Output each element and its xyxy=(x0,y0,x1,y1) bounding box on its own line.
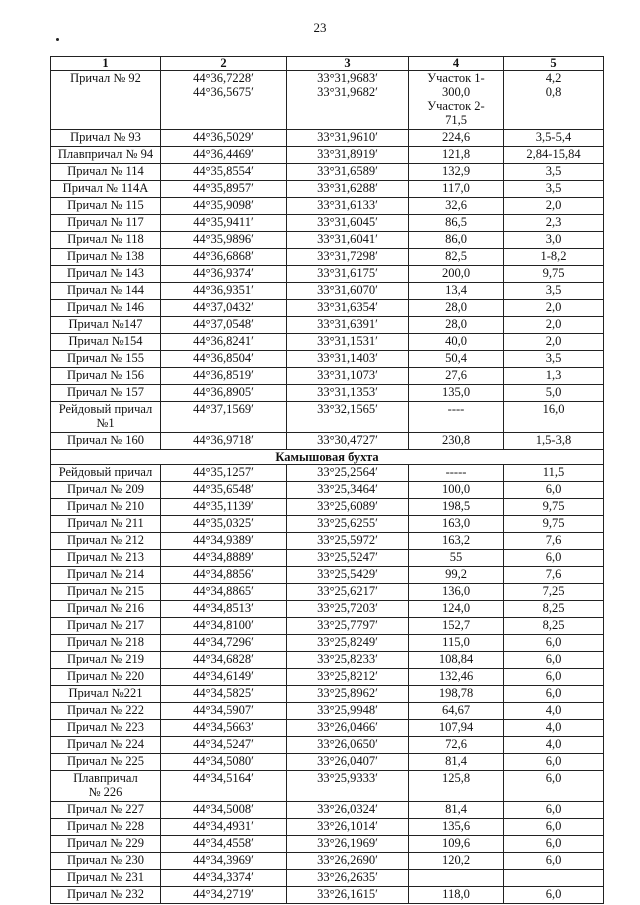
longitude-cell: 33°32,1565′ xyxy=(287,402,409,433)
depth-cell: 4,0 xyxy=(504,737,604,754)
length-cell: 135,6 xyxy=(409,819,504,836)
table-row xyxy=(51,317,604,334)
longitude-cell: 33°31,8919′ xyxy=(287,147,409,164)
length-cell: 55 xyxy=(409,550,504,567)
depth-cell: 7,25 xyxy=(504,584,604,601)
longitude-cell: 33°26,2635′ xyxy=(287,870,409,887)
depth-cell: 4,0 xyxy=(504,703,604,720)
column-header: 3 xyxy=(287,57,409,71)
length-cell: 198,78 xyxy=(409,686,504,703)
berth-name-cell: Причал № 93 xyxy=(51,130,161,147)
length-cell: 163,2 xyxy=(409,533,504,550)
latitude-cell: 44°34,5907′ xyxy=(161,703,287,720)
table-row xyxy=(51,601,604,618)
longitude-cell: 33°31,9610′ xyxy=(287,130,409,147)
length-cell: 86,5 xyxy=(409,215,504,232)
length-cell: 132,9 xyxy=(409,164,504,181)
latitude-cell: 44°34,6149′ xyxy=(161,669,287,686)
column-header: 2 xyxy=(161,57,287,71)
berth-name-cell: Рейдовый причал xyxy=(51,465,161,482)
table-row xyxy=(51,402,604,433)
length-cell: 81,4 xyxy=(409,754,504,771)
berth-name-cell: Причал № 143 xyxy=(51,266,161,283)
longitude-cell: 33°26,0324′ xyxy=(287,802,409,819)
depth-cell: 6,0 xyxy=(504,550,604,567)
length-cell: 121,8 xyxy=(409,147,504,164)
latitude-cell: 44°34,5008′ xyxy=(161,802,287,819)
longitude-cell: 33°25,5247′ xyxy=(287,550,409,567)
column-header: 1 xyxy=(51,57,161,71)
depth-cell: 6,0 xyxy=(504,887,604,904)
length-cell: 198,5 xyxy=(409,499,504,516)
berth-name-cell: Причал № 218 xyxy=(51,635,161,652)
length-cell xyxy=(409,870,504,887)
depth-cell: 6,0 xyxy=(504,635,604,652)
depth-cell: 1-8,2 xyxy=(504,249,604,266)
length-cell: ---- xyxy=(409,402,504,433)
length-cell: 117,0 xyxy=(409,181,504,198)
berth-table xyxy=(50,56,604,904)
length-cell: 82,5 xyxy=(409,249,504,266)
length-cell: 86,0 xyxy=(409,232,504,249)
table-row xyxy=(51,853,604,870)
table-row xyxy=(51,771,604,802)
depth-cell: 2,0 xyxy=(504,317,604,334)
longitude-cell: 33°31,6354′ xyxy=(287,300,409,317)
scan-dot xyxy=(56,38,59,41)
latitude-cell: 44°35,9098′ xyxy=(161,198,287,215)
depth-cell: 7,6 xyxy=(504,567,604,584)
longitude-cell: 33°26,1615′ xyxy=(287,887,409,904)
table-row xyxy=(51,283,604,300)
table-row xyxy=(51,232,604,249)
depth-cell: 6,0 xyxy=(504,836,604,853)
depth-cell: 3,5-5,4 xyxy=(504,130,604,147)
length-cell: 115,0 xyxy=(409,635,504,652)
latitude-cell: 44°35,1257′ xyxy=(161,465,287,482)
length-cell: 132,46 xyxy=(409,669,504,686)
depth-cell: 4,2 0,8 xyxy=(504,71,604,130)
table-row xyxy=(51,584,604,601)
longitude-cell: 33°25,6089′ xyxy=(287,499,409,516)
length-cell: 230,8 xyxy=(409,433,504,450)
depth-cell: 8,25 xyxy=(504,618,604,635)
berth-name-cell: Рейдовый причал №1 xyxy=(51,402,161,433)
latitude-cell: 44°36,8905′ xyxy=(161,385,287,402)
longitude-cell: 33°25,5429′ xyxy=(287,567,409,584)
latitude-cell: 44°36,6868′ xyxy=(161,249,287,266)
table-row xyxy=(51,249,604,266)
berth-name-cell: Плавпричал № 226 xyxy=(51,771,161,802)
table-row xyxy=(51,385,604,402)
length-cell: 200,0 xyxy=(409,266,504,283)
berth-name-cell: Плавпричал № 94 xyxy=(51,147,161,164)
length-cell: 28,0 xyxy=(409,317,504,334)
length-cell: 124,0 xyxy=(409,601,504,618)
table-row xyxy=(51,482,604,499)
longitude-cell: 33°25,8212′ xyxy=(287,669,409,686)
longitude-cell: 33°25,9948′ xyxy=(287,703,409,720)
latitude-cell: 44°35,0325′ xyxy=(161,516,287,533)
latitude-cell: 44°34,8513′ xyxy=(161,601,287,618)
berth-name-cell: Причал № 118 xyxy=(51,232,161,249)
depth-cell: 5,0 xyxy=(504,385,604,402)
length-cell: 50,4 xyxy=(409,351,504,368)
longitude-cell: 33°25,7797′ xyxy=(287,618,409,635)
latitude-cell: 44°37,0432′ xyxy=(161,300,287,317)
table-row xyxy=(51,802,604,819)
latitude-cell: 44°34,8865′ xyxy=(161,584,287,601)
berth-name-cell: Причал №147 xyxy=(51,317,161,334)
table-row xyxy=(51,887,604,904)
longitude-cell: 33°25,8249′ xyxy=(287,635,409,652)
longitude-cell: 33°26,1014′ xyxy=(287,819,409,836)
table-row xyxy=(51,499,604,516)
depth-cell: 2,0 xyxy=(504,198,604,215)
length-cell: 108,84 xyxy=(409,652,504,669)
table-row xyxy=(51,703,604,720)
longitude-cell: 33°31,6133′ xyxy=(287,198,409,215)
length-cell: 152,7 xyxy=(409,618,504,635)
latitude-cell: 44°36,9374′ xyxy=(161,266,287,283)
longitude-cell: 33°25,5972′ xyxy=(287,533,409,550)
latitude-cell: 44°34,5080′ xyxy=(161,754,287,771)
berth-name-cell: Причал № 114А xyxy=(51,181,161,198)
table-row xyxy=(51,164,604,181)
latitude-cell: 44°34,3374′ xyxy=(161,870,287,887)
depth-cell: 4,0 xyxy=(504,720,604,737)
berth-name-cell: Причал № 92 xyxy=(51,71,161,130)
longitude-cell: 33°31,6041′ xyxy=(287,232,409,249)
length-cell: 64,67 xyxy=(409,703,504,720)
table-row xyxy=(51,836,604,853)
table-row xyxy=(51,720,604,737)
table-row xyxy=(51,686,604,703)
length-cell: 81,4 xyxy=(409,802,504,819)
longitude-cell: 33°31,9683′ 33°31,9682′ xyxy=(287,71,409,130)
section-title: Камышовая бухта xyxy=(51,450,604,465)
depth-cell: 8,25 xyxy=(504,601,604,618)
latitude-cell: 44°36,8519′ xyxy=(161,368,287,385)
depth-cell: 1,3 xyxy=(504,368,604,385)
berth-name-cell: Причал № 214 xyxy=(51,567,161,584)
longitude-cell: 33°25,8962′ xyxy=(287,686,409,703)
longitude-cell: 33°31,1403′ xyxy=(287,351,409,368)
table-row xyxy=(51,300,604,317)
table-row xyxy=(51,368,604,385)
table-row xyxy=(51,567,604,584)
length-cell: 40,0 xyxy=(409,334,504,351)
longitude-cell: 33°31,1353′ xyxy=(287,385,409,402)
berth-name-cell: Причал № 232 xyxy=(51,887,161,904)
longitude-cell: 33°31,6288′ xyxy=(287,181,409,198)
longitude-cell: 33°31,6589′ xyxy=(287,164,409,181)
longitude-cell: 33°25,3464′ xyxy=(287,482,409,499)
length-cell: 32,6 xyxy=(409,198,504,215)
table-row xyxy=(51,130,604,147)
depth-cell: 6,0 xyxy=(504,652,604,669)
berth-name-cell: Причал № 156 xyxy=(51,368,161,385)
depth-cell: 2,0 xyxy=(504,334,604,351)
latitude-cell: 44°35,8554′ xyxy=(161,164,287,181)
longitude-cell: 33°31,6391′ xyxy=(287,317,409,334)
depth-cell: 11,5 xyxy=(504,465,604,482)
latitude-cell: 44°36,5029′ xyxy=(161,130,287,147)
berth-name-cell: Причал № 209 xyxy=(51,482,161,499)
longitude-cell: 33°26,2690′ xyxy=(287,853,409,870)
berth-name-cell: Причал № 231 xyxy=(51,870,161,887)
latitude-cell: 44°35,6548′ xyxy=(161,482,287,499)
latitude-cell: 44°37,0548′ xyxy=(161,317,287,334)
berth-name-cell: Причал № 210 xyxy=(51,499,161,516)
latitude-cell: 44°34,5164′ xyxy=(161,771,287,802)
depth-cell: 3,5 xyxy=(504,181,604,198)
latitude-cell: 44°34,6828′ xyxy=(161,652,287,669)
table-row xyxy=(51,550,604,567)
length-cell: 118,0 xyxy=(409,887,504,904)
table-row xyxy=(51,737,604,754)
length-cell: 100,0 xyxy=(409,482,504,499)
table-row xyxy=(51,198,604,215)
latitude-cell: 44°35,1139′ xyxy=(161,499,287,516)
berth-name-cell: Причал №154 xyxy=(51,334,161,351)
berth-name-cell: Причал № 223 xyxy=(51,720,161,737)
table-row xyxy=(51,533,604,550)
berth-name-cell: Причал № 114 xyxy=(51,164,161,181)
length-cell: 13,4 xyxy=(409,283,504,300)
length-cell: 135,0 xyxy=(409,385,504,402)
berth-name-cell: Причал № 160 xyxy=(51,433,161,450)
column-header: 5 xyxy=(504,57,604,71)
berth-name-cell: Причал № 215 xyxy=(51,584,161,601)
length-cell: 99,2 xyxy=(409,567,504,584)
berth-name-cell: Причал № 228 xyxy=(51,819,161,836)
length-cell: 109,6 xyxy=(409,836,504,853)
latitude-cell: 44°34,5825′ xyxy=(161,686,287,703)
latitude-cell: 44°34,5663′ xyxy=(161,720,287,737)
latitude-cell: 44°34,4931′ xyxy=(161,819,287,836)
length-cell: 125,8 xyxy=(409,771,504,802)
latitude-cell: 44°34,5247′ xyxy=(161,737,287,754)
latitude-cell: 44°36,9718′ xyxy=(161,433,287,450)
depth-cell: 9,75 xyxy=(504,266,604,283)
depth-cell: 3,5 xyxy=(504,283,604,300)
depth-cell: 9,75 xyxy=(504,516,604,533)
berth-name-cell: Причал № 157 xyxy=(51,385,161,402)
depth-cell: 6,0 xyxy=(504,819,604,836)
longitude-cell: 33°26,0466′ xyxy=(287,720,409,737)
depth-cell: 6,0 xyxy=(504,853,604,870)
depth-cell: 6,0 xyxy=(504,482,604,499)
table-row xyxy=(51,618,604,635)
longitude-cell: 33°25,8233′ xyxy=(287,652,409,669)
longitude-cell: 33°26,1969′ xyxy=(287,836,409,853)
longitude-cell: 33°25,2564′ xyxy=(287,465,409,482)
table-row xyxy=(51,433,604,450)
berth-name-cell: Причал № 224 xyxy=(51,737,161,754)
berth-name-cell: Причал № 213 xyxy=(51,550,161,567)
table-row xyxy=(51,351,604,368)
latitude-cell: 44°34,9389′ xyxy=(161,533,287,550)
longitude-cell: 33°31,6175′ xyxy=(287,266,409,283)
table-row xyxy=(51,870,604,887)
table-row xyxy=(51,71,604,130)
berth-name-cell: Причал № 227 xyxy=(51,802,161,819)
latitude-cell: 44°34,3969′ xyxy=(161,853,287,870)
length-cell: 107,94 xyxy=(409,720,504,737)
berth-name-cell: Причал № 217 xyxy=(51,618,161,635)
depth-cell: 6,0 xyxy=(504,669,604,686)
table-row xyxy=(51,181,604,198)
latitude-cell: 44°34,8856′ xyxy=(161,567,287,584)
depth-cell: 6,0 xyxy=(504,686,604,703)
length-cell: 72,6 xyxy=(409,737,504,754)
length-cell: 27,6 xyxy=(409,368,504,385)
latitude-cell: 44°36,8241′ xyxy=(161,334,287,351)
depth-cell: 9,75 xyxy=(504,499,604,516)
table-row xyxy=(51,266,604,283)
berth-name-cell: Причал № 211 xyxy=(51,516,161,533)
latitude-cell: 44°36,7228′ 44°36,5675′ xyxy=(161,71,287,130)
table-row xyxy=(51,516,604,533)
berth-name-cell: Причал № 146 xyxy=(51,300,161,317)
longitude-cell: 33°31,6045′ xyxy=(287,215,409,232)
berth-name-cell: Причал № 144 xyxy=(51,283,161,300)
longitude-cell: 33°25,7203′ xyxy=(287,601,409,618)
depth-cell xyxy=(504,870,604,887)
berth-name-cell: Причал № 115 xyxy=(51,198,161,215)
berth-name-cell: Причал № 229 xyxy=(51,836,161,853)
berth-name-cell: Причал №221 xyxy=(51,686,161,703)
latitude-cell: 44°36,8504′ xyxy=(161,351,287,368)
column-header: 4 xyxy=(409,57,504,71)
length-cell: 120,2 xyxy=(409,853,504,870)
table-row xyxy=(51,334,604,351)
length-cell: 163,0 xyxy=(409,516,504,533)
depth-cell: 2,0 xyxy=(504,300,604,317)
longitude-cell: 33°25,6255′ xyxy=(287,516,409,533)
latitude-cell: 44°34,2719′ xyxy=(161,887,287,904)
depth-cell: 3,0 xyxy=(504,232,604,249)
depth-cell: 6,0 xyxy=(504,802,604,819)
berth-name-cell: Причал № 220 xyxy=(51,669,161,686)
longitude-cell: 33°26,0650′ xyxy=(287,737,409,754)
berth-name-cell: Причал № 219 xyxy=(51,652,161,669)
length-cell: Участок 1- 300,0 Участок 2- 71,5 xyxy=(409,71,504,130)
table-row xyxy=(51,215,604,232)
longitude-cell: 33°26,0407′ xyxy=(287,754,409,771)
berth-name-cell: Причал № 155 xyxy=(51,351,161,368)
table-row xyxy=(51,669,604,686)
latitude-cell: 44°36,4469′ xyxy=(161,147,287,164)
latitude-cell: 44°36,9351′ xyxy=(161,283,287,300)
berth-name-cell: Причал № 225 xyxy=(51,754,161,771)
depth-cell: 3,5 xyxy=(504,351,604,368)
table-row xyxy=(51,819,604,836)
table-row xyxy=(51,754,604,771)
depth-cell: 16,0 xyxy=(504,402,604,433)
table-row xyxy=(51,147,604,164)
longitude-cell: 33°31,6070′ xyxy=(287,283,409,300)
latitude-cell: 44°35,9411′ xyxy=(161,215,287,232)
table-row xyxy=(51,465,604,482)
latitude-cell: 44°35,8957′ xyxy=(161,181,287,198)
depth-cell: 6,0 xyxy=(504,754,604,771)
latitude-cell: 44°34,8889′ xyxy=(161,550,287,567)
longitude-cell: 33°31,1073′ xyxy=(287,368,409,385)
longitude-cell: 33°31,7298′ xyxy=(287,249,409,266)
table-row xyxy=(51,652,604,669)
longitude-cell: 33°25,6217′ xyxy=(287,584,409,601)
section-row xyxy=(51,450,604,465)
length-cell: 28,0 xyxy=(409,300,504,317)
latitude-cell: 44°37,1569′ xyxy=(161,402,287,433)
length-cell: ----- xyxy=(409,465,504,482)
berth-name-cell: Причал № 216 xyxy=(51,601,161,618)
depth-cell: 3,5 xyxy=(504,164,604,181)
latitude-cell: 44°34,4558′ xyxy=(161,836,287,853)
length-cell: 136,0 xyxy=(409,584,504,601)
depth-cell: 7,6 xyxy=(504,533,604,550)
depth-cell: 2,84-15,84 xyxy=(504,147,604,164)
berth-name-cell: Причал № 212 xyxy=(51,533,161,550)
table-row xyxy=(51,635,604,652)
depth-cell: 2,3 xyxy=(504,215,604,232)
longitude-cell: 33°30,4727′ xyxy=(287,433,409,450)
header-row xyxy=(51,57,604,71)
length-cell: 224,6 xyxy=(409,130,504,147)
depth-cell: 6,0 xyxy=(504,771,604,802)
berth-name-cell: Причал № 117 xyxy=(51,215,161,232)
longitude-cell: 33°31,1531′ xyxy=(287,334,409,351)
latitude-cell: 44°34,8100′ xyxy=(161,618,287,635)
latitude-cell: 44°34,7296′ xyxy=(161,635,287,652)
longitude-cell: 33°25,9333′ xyxy=(287,771,409,802)
latitude-cell: 44°35,9896′ xyxy=(161,232,287,249)
page-number: 23 xyxy=(313,20,327,35)
berth-name-cell: Причал № 230 xyxy=(51,853,161,870)
berth-name-cell: Причал № 222 xyxy=(51,703,161,720)
berth-name-cell: Причал № 138 xyxy=(51,249,161,266)
depth-cell: 1,5-3,8 xyxy=(504,433,604,450)
